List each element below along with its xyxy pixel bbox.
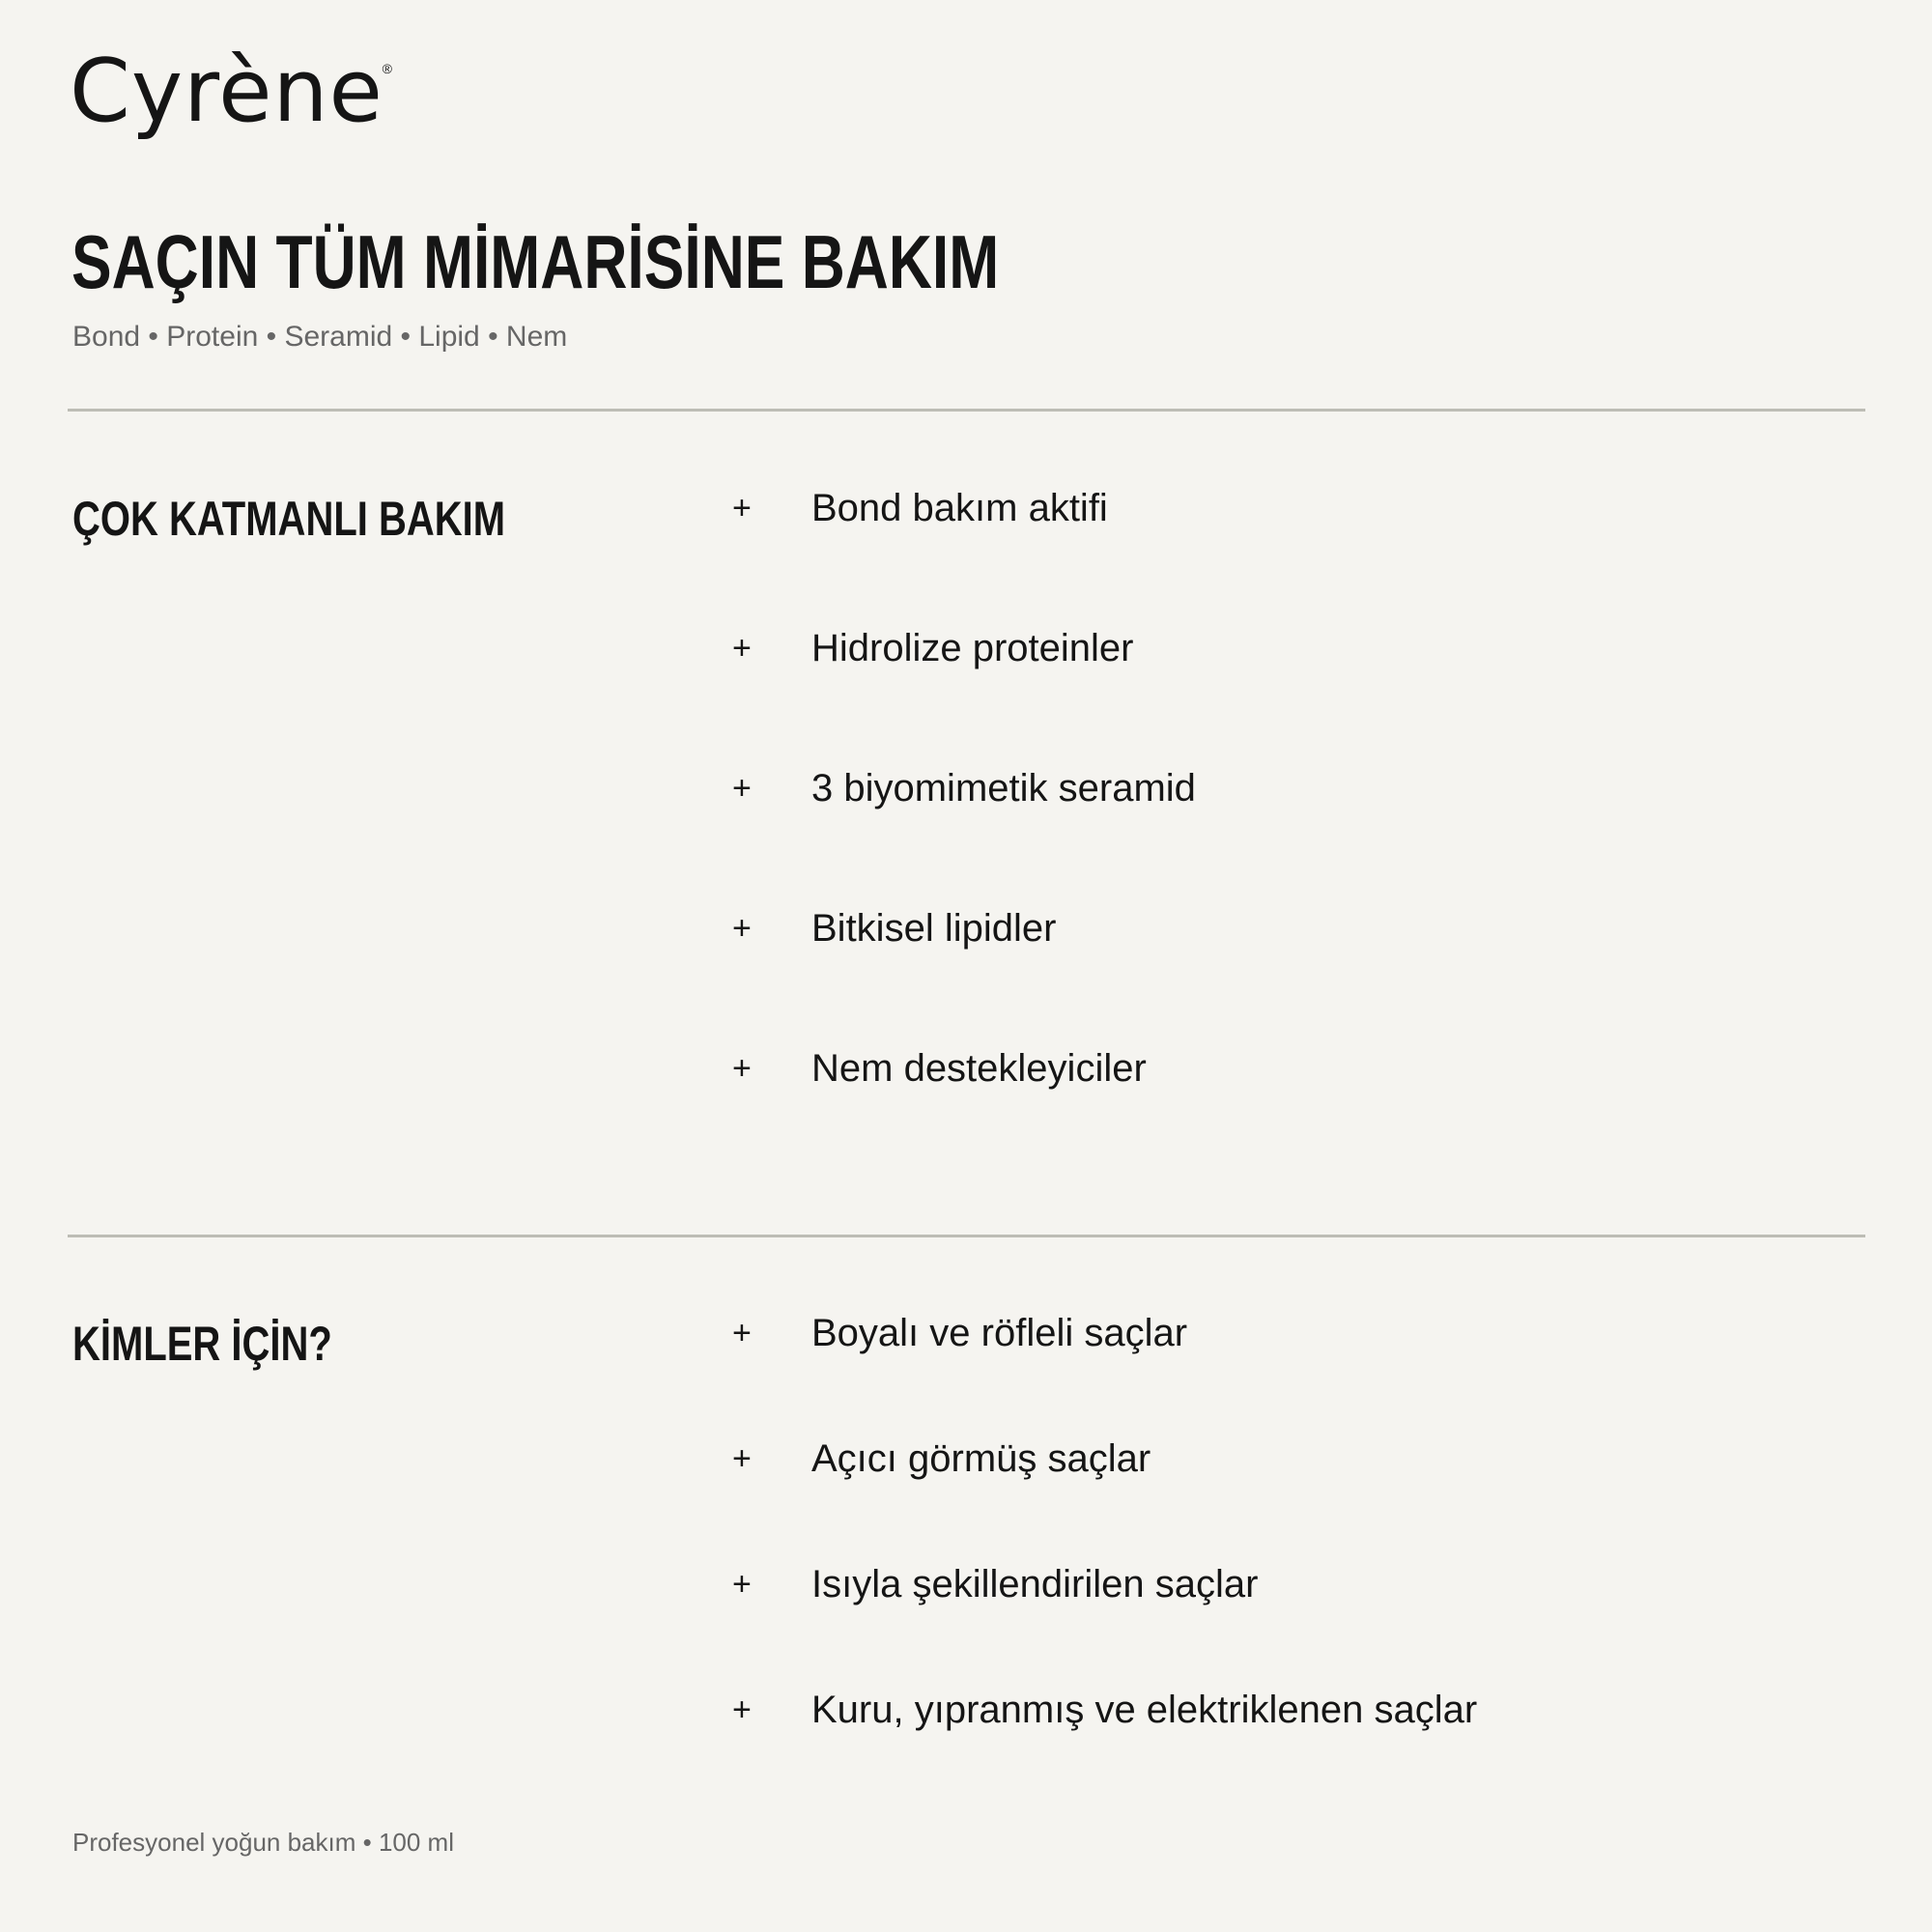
divider-middle (68, 1235, 1865, 1237)
list-item (732, 899, 1056, 957)
list-item-label: Bitkisel lipidler (811, 906, 1057, 950)
list-item (732, 1555, 1258, 1613)
list-item-label: Bond bakım aktifi (811, 486, 1108, 529)
list-item-label: Kuru, yıpranmış ve elektriklenen saçlar (811, 1688, 1478, 1731)
divider-top (68, 409, 1865, 412)
list-item (732, 759, 1196, 817)
list-item-label: Nem destekleyiciler (811, 1046, 1147, 1090)
plus-icon: + (732, 1439, 752, 1477)
plus-icon: + (732, 1314, 752, 1351)
list-item (732, 1430, 1151, 1488)
list-item-label: Boyalı ve röfleli saçlar (811, 1311, 1188, 1354)
list-item (732, 619, 1133, 677)
list-item-label: Açıcı görmüş saçlar (811, 1436, 1151, 1480)
list-item (732, 1039, 1147, 1097)
brand-name: Cyrène (70, 41, 384, 142)
list-item-label: Hidrolize proteinler (811, 626, 1134, 669)
brand-logo (70, 41, 393, 142)
plus-icon: + (732, 1049, 752, 1087)
plus-icon: + (732, 629, 752, 667)
registered-mark: ® (382, 61, 393, 76)
plus-icon: + (732, 1690, 752, 1728)
section-title-layers: ÇOK KATMANLI BAKIM (72, 492, 506, 546)
plus-icon: + (732, 1565, 752, 1603)
section-title-audience: KİMLER İÇİN? (72, 1317, 332, 1371)
footer-note: Profesyonel yoğun bakım • 100 ml (72, 1828, 454, 1857)
list-item-label: Isıyla şekillendirilen saçlar (811, 1562, 1259, 1605)
list-item (732, 1681, 1477, 1739)
plus-icon: + (732, 489, 752, 526)
plus-icon: + (732, 769, 752, 807)
page-title: SAÇIN TÜM MİMARİSİNE BAKIM (71, 219, 1000, 304)
plus-icon: + (732, 909, 752, 947)
list-item (732, 1304, 1187, 1362)
list-item-label: 3 biyomimetik seramid (811, 766, 1196, 810)
list-item (732, 479, 1108, 537)
page-subtitle: Bond • Protein • Seramid • Lipid • Nem (72, 321, 568, 353)
